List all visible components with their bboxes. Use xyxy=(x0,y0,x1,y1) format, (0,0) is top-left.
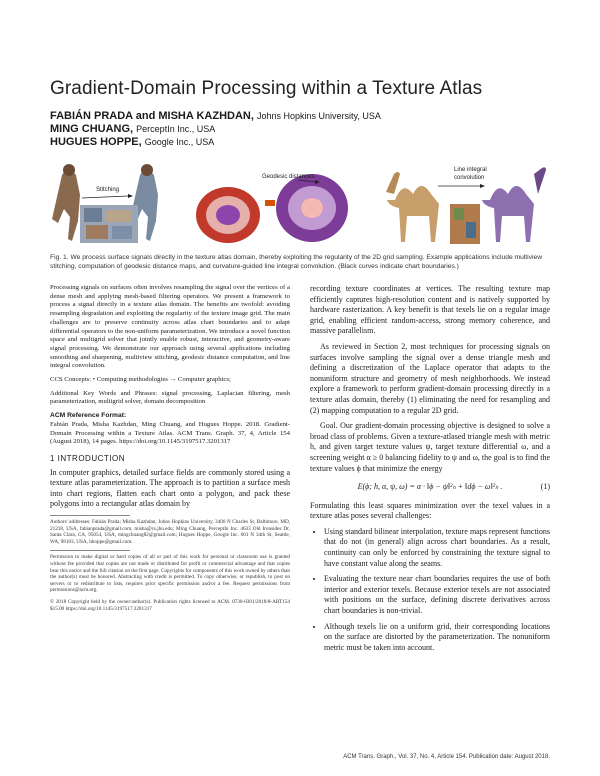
challenges-intro: Formulating this least squares minimization over the texel values in a texture atlas poses several challenges: xyxy=(310,500,550,521)
energy-equation xyxy=(310,482,550,493)
abstract: Processing signals on surfaces often involves resampling the signal over the vertices of a dense mesh and applying mesh-based filtering operators. We present a framework to process a signal directly in a texture atlas domain. The benefits are twofold: avoiding resampling degradation and exploiting the regularity of the texture image grid. The main challenges are to preserve continuity across atlas chart boundaries and to adapt differential operators to the non-uniform parameterization. We introduce a novel function space and multigrid solver that jointly enable robust, interactive, and geometry-aware signal processing. We demonstrate our approach using several applications including smoothing and sharpening, multiview stitching, geodesic distance computation, and line integral convolution. xyxy=(50,284,290,370)
author-line-2 xyxy=(50,123,215,135)
ccs-concepts: CCS Concepts: • Computing methodologies → Computer graphics; xyxy=(50,376,231,384)
author-names: FABIÁN PRADA and MISHA KAZHDAN, xyxy=(50,110,254,122)
list-item: • Evaluating the texture near chart boundaries requires the use of both interior and exterior texels. Because exterior texels are not associated with positions on the surface, defining discrete derivatives across chart boundaries is non-trivial. xyxy=(324,574,550,616)
footnote-rule-2 xyxy=(50,550,130,551)
geodesic-figure xyxy=(196,174,348,243)
intro-heading: 1 INTRODUCTION xyxy=(50,453,125,463)
paper-title: Gradient-Domain Processing within a Texture Atlas xyxy=(50,78,483,99)
reference-heading: ACM Reference Format: xyxy=(50,412,127,420)
left-column xyxy=(50,284,290,617)
label-stitching: Stitching xyxy=(96,187,120,193)
list-item: • Using standard bilinear interpolation, texture maps represent functions that do not (in general) align across chart boundaries. As a result, continuity can only be enforced by constraining the texture signal to have constant value along the seams. xyxy=(324,527,550,569)
label-geodesic: Geodesic distances xyxy=(262,174,315,180)
teaser-figure xyxy=(50,160,550,248)
equation-body: E(ϕ; h, α, ψ, ω) = α · ‖ϕ − ψ‖²ₕ + ‖dϕ − ω‖²ₕ . xyxy=(357,482,503,492)
right-column xyxy=(310,284,550,658)
author-affiliation: Johns Hopkins University, USA xyxy=(256,111,381,121)
reference-text: Fabián Prada, Misha Kazhdan, Ming Chuang, and Hugues Hoppe. 2018. Gradient-Domain Processing within a Texture Atlas. ACM Trans. Graph. 37, 4, Article 154 (August 2018), 14 pages. https://doi.org/10.1145/3197517.3201317 xyxy=(50,420,290,446)
label-lic-line2: convolution xyxy=(454,175,485,181)
permission-notice: Permission to make digital or hard copies of all or part of this work for personal or classroom use is granted without fee provided that copies are not made or distributed for profit or commercial advantage and that copies bear this notice and the full citation on the first page. Copyrights for components of this work owned by others than the author(s) must be honored. Abstracting with credit is permitted. To copy otherwise, or republish, to post on servers or to redistribute to lists, requires prior specific permission and/or a fee. Request permissions from permissions@acm.org. xyxy=(50,554,290,594)
list-item: • Although texels lie on a uniform grid, their corresponding locations on the surface are distorted by the parameterization. The nonuniform metric must be taken into account. xyxy=(324,622,550,654)
label-lic-line1: Line integral xyxy=(454,167,487,173)
figure-caption: Fig. 1. We process surface signals directly in the texture atlas domain, thereby exploiting the regularity of the 2D grid sampling. Example applications include multiview stitching, computation of geodesic distance maps, and curvature-guided line integral convolution. (Black curves indicate chart boundaries.) xyxy=(50,254,543,270)
lic-figure xyxy=(386,167,546,244)
copyright-notice: © 2018 Copyright held by the owner/author(s). Publication rights licensed to ACM. 0730-0301/2018/8-ART154 $15.00 https://doi.org/10.1145/3197517.3201317 xyxy=(50,598,290,612)
intro-continued: recording texture coordinates at vertices. The resulting texture map efficiently captures high-resolution content and is natively supported by hardware rasterization. A key benefit is that texels lie on a regular image grid, enabling efficient random-access, strong memory coherence, and massive parallelism. xyxy=(310,284,550,336)
footnote-rule xyxy=(50,515,130,516)
challenges-list xyxy=(310,527,550,654)
equation-number: (1) xyxy=(540,482,550,492)
author-line-3 xyxy=(50,136,214,148)
page-footer: ACM Trans. Graph., Vol. 37, No. 4, Article 154. Publication date: August 2018. xyxy=(343,754,550,760)
author-affiliation: Google Inc., USA xyxy=(144,137,215,147)
author-names: MING CHUANG, xyxy=(50,123,134,135)
author-affiliation: PerceptIn Inc., USA xyxy=(136,124,216,134)
author-addresses: Authors' addresses: Fabián Prada; Misha Kazhdan, Johns Hopkins University, 3400 N Charles St, Baltimore, MD, 21218, USA, fabianprada@gmail.com, misha@cs.jhu.edu; Ming Chuang, PerceptIn Inc. 4633 Old Ironsides Dr, Santa Clara, CA, 95054, USA, mingchuang82@gmail.com; Hugues Hoppe, Google Inc. 601 N 34th St, Seattle, WA, 98103, USA, hhoppe@gmail.com. xyxy=(50,519,290,545)
author-line-1 xyxy=(50,110,381,122)
author-names: HUGUES HOPPE, xyxy=(50,136,142,148)
stitching-figure xyxy=(52,164,158,243)
related-work-paragraph: As reviewed in Section 2, most techniques for processing signals on surfaces involve sampling the signal over a dense triangle mesh and defining a discretization of the Laplace operator that adapts to the nonuniform structure and geometry of mesh neighborhoods. We instead explore a framework to perform gradient-domain processing directly in a texture atlas domain, thereby (1) eliminating the need for resampling and (2) mapping computation to a regular 2D grid. xyxy=(310,341,550,415)
goal-paragraph: Goal. Our gradient-domain processing objective is designed to solve a broad class of problems. Given a texture-atlased triangle mesh with metric h, and given target texture values ψ, target texture differential ω, and a screening weight α ≥ 0 balancing fidelity to ψ and ω, the goal is to find the texture values ϕ that minimize the energy xyxy=(310,421,550,473)
intro-text: In computer graphics, detailed surface fields are commonly stored using a texture atlas parameterization. The approach is to partition a surface mesh into chart regions, flatten each chart onto a polygon, and pack these polygons into a rectangular atlas domain by xyxy=(50,467,290,509)
keywords: Additional Key Words and Phrases: signal processing, Laplacian filtering, mesh parameterization, multigrid solver, domain decomposition xyxy=(50,389,290,406)
